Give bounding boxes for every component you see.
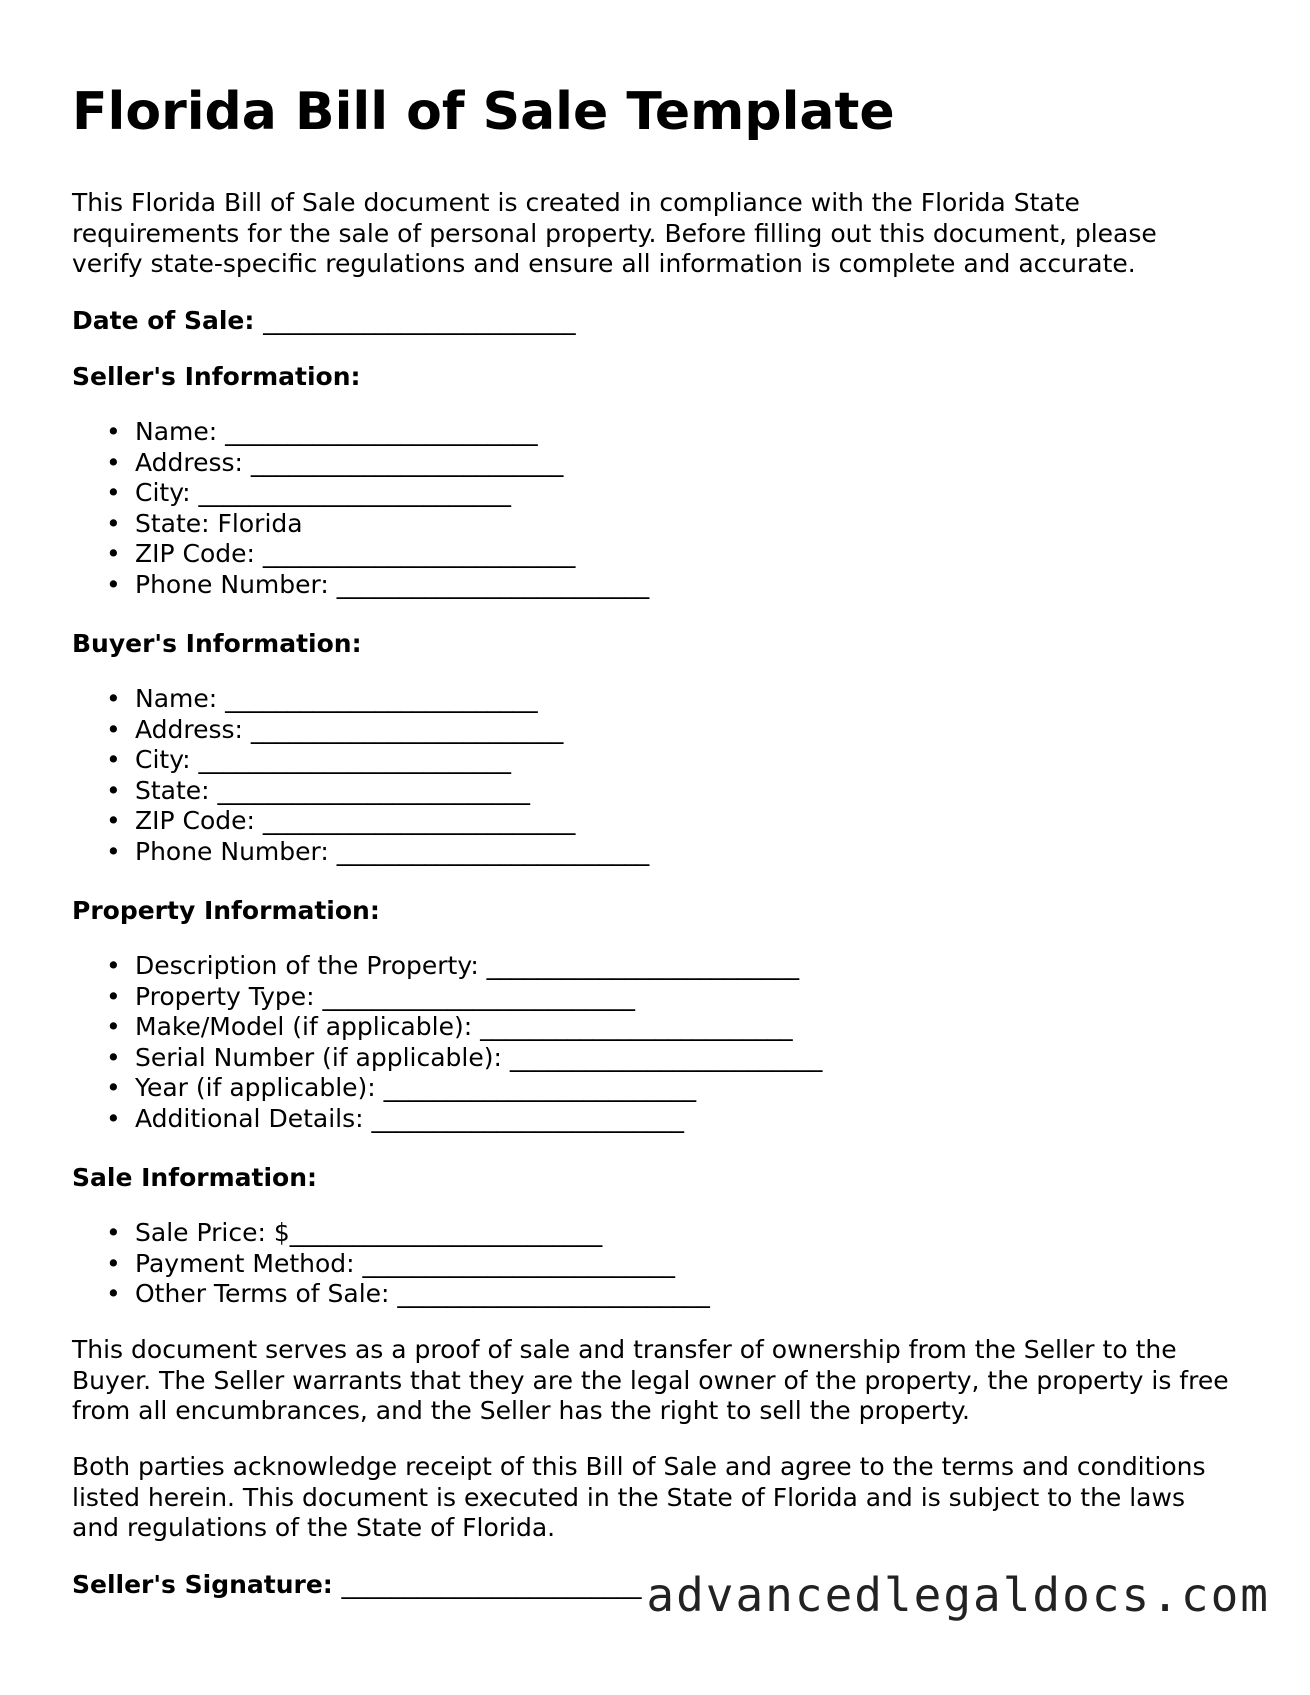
bullet: • <box>106 569 121 599</box>
date-of-sale-line <box>72 306 576 336</box>
buyer-state-item[interactable] <box>72 776 649 807</box>
buyer-zip-text: ZIP Code: _________________________ <box>135 806 576 835</box>
property-serial-text: Serial Number (if applicable): _________________________ <box>135 1042 823 1072</box>
property-type-item[interactable] <box>72 982 822 1013</box>
buyer-phone-text: Phone Number: _________________________ <box>135 836 650 866</box>
property-description-text: Description of the Property: _________________________ <box>135 951 800 980</box>
sale-price-text: Sale Price: $_________________________ <box>135 1218 603 1247</box>
seller-state-item <box>72 509 649 540</box>
property-additional-item[interactable] <box>72 1104 822 1135</box>
buyer-address-text: Address: _________________________ <box>135 714 564 744</box>
property-info-list <box>72 951 822 1134</box>
bullet: • <box>106 539 121 568</box>
bullet: • <box>106 775 121 805</box>
buyer-name-item[interactable] <box>72 684 649 715</box>
bullet: • <box>106 1248 121 1278</box>
bullet: • <box>106 745 121 774</box>
bullet: • <box>106 1042 121 1072</box>
seller-phone-text: Phone Number: _________________________ <box>135 569 650 599</box>
buyer-state-text: State: _________________________ <box>135 775 531 805</box>
seller-info-list <box>72 417 649 600</box>
bullet: • <box>106 1218 121 1247</box>
property-year-item[interactable] <box>72 1073 822 1104</box>
warranty-paragraph: This document serves as a proof of sale and transfer of ownership from the Seller to the Buyer. The Seller warrants that they are the legal owner of the property, the property is free from all encumbrances, and the Seller has the right to sell the property. <box>72 1335 1229 1425</box>
property-type-text: Property Type: _________________________ <box>135 981 636 1011</box>
seller-zip-text: ZIP Code: _________________________ <box>135 539 576 568</box>
seller-address-text: Address: _________________________ <box>135 447 564 477</box>
payment-method-item[interactable] <box>72 1249 710 1280</box>
acknowledgement-paragraph: Both parties acknowledge receipt of this Bill of Sale and agree to the terms and conditions listed herein. This document is executed in the State of Florida and is subject to the laws and regulations of the State of Florida. <box>72 1452 1206 1542</box>
buyer-city-item[interactable] <box>72 745 649 776</box>
buyer-info-list <box>72 684 649 867</box>
payment-method-text: Payment Method: _________________________ <box>135 1248 676 1278</box>
bullet: • <box>106 417 121 446</box>
buyer-address-item[interactable] <box>72 715 649 746</box>
seller-state-text: State: Florida <box>135 508 303 538</box>
intro-paragraph: This Florida Bill of Sale document is created in compliance with the Florida State requirements for the sale of personal property. Before filling out this document, please verify state-specific regulations and ensure all information is complete and accurate. <box>72 188 1157 278</box>
bullet: • <box>106 806 121 835</box>
buyer-info-heading: Buyer's Information: <box>72 629 362 658</box>
seller-name-item[interactable] <box>72 417 649 448</box>
bullet: • <box>106 1073 121 1102</box>
buyer-city-text: City: _________________________ <box>135 745 512 774</box>
property-info-heading: Property Information: <box>72 896 380 925</box>
bullet: • <box>106 981 121 1011</box>
seller-zip-item[interactable] <box>72 539 649 570</box>
property-make-model-item[interactable] <box>72 1012 822 1043</box>
buyer-phone-item[interactable] <box>72 837 649 868</box>
document-title: Florida Bill of Sale Template <box>72 82 895 142</box>
property-additional-text: Additional Details: _________________________ <box>135 1103 684 1133</box>
bullet: • <box>106 447 121 477</box>
seller-signature-label: Seller's Signature: <box>72 1570 333 1599</box>
buyer-zip-item[interactable] <box>72 806 649 837</box>
property-make-model-text: Make/Model (if applicable): _________________________ <box>135 1012 793 1041</box>
bullet: • <box>106 508 121 538</box>
bullet: • <box>106 478 121 507</box>
seller-city-item[interactable] <box>72 478 649 509</box>
bullet: • <box>106 1103 121 1133</box>
other-terms-item[interactable] <box>72 1279 710 1310</box>
sale-info-list <box>72 1218 710 1310</box>
bullet: • <box>106 1012 121 1041</box>
sale-info-heading: Sale Information: <box>72 1163 317 1192</box>
date-of-sale-blank[interactable]: _________________________ <box>263 306 576 335</box>
bullet: • <box>106 684 121 713</box>
bullet: • <box>106 951 121 980</box>
bullet: • <box>106 714 121 744</box>
seller-address-item[interactable] <box>72 448 649 479</box>
seller-signature-blank[interactable]: ________________________ <box>341 1570 642 1599</box>
seller-name-text: Name: _________________________ <box>135 417 538 446</box>
bullet: • <box>106 836 121 866</box>
buyer-name-text: Name: _________________________ <box>135 684 538 713</box>
property-serial-item[interactable] <box>72 1043 822 1074</box>
sale-price-item[interactable] <box>72 1218 710 1249</box>
other-terms-text: Other Terms of Sale: _________________________ <box>135 1279 710 1308</box>
seller-signature-line <box>72 1570 642 1600</box>
watermark-text: advancedlegaldocs.com <box>646 1568 1270 1622</box>
seller-info-heading: Seller's Information: <box>72 362 361 391</box>
property-description-item[interactable] <box>72 951 822 982</box>
date-of-sale-label: Date of Sale: <box>72 306 255 335</box>
seller-city-text: City: _________________________ <box>135 478 512 507</box>
property-year-text: Year (if applicable): _________________________ <box>135 1073 697 1102</box>
bullet: • <box>106 1279 121 1308</box>
seller-phone-item[interactable] <box>72 570 649 601</box>
